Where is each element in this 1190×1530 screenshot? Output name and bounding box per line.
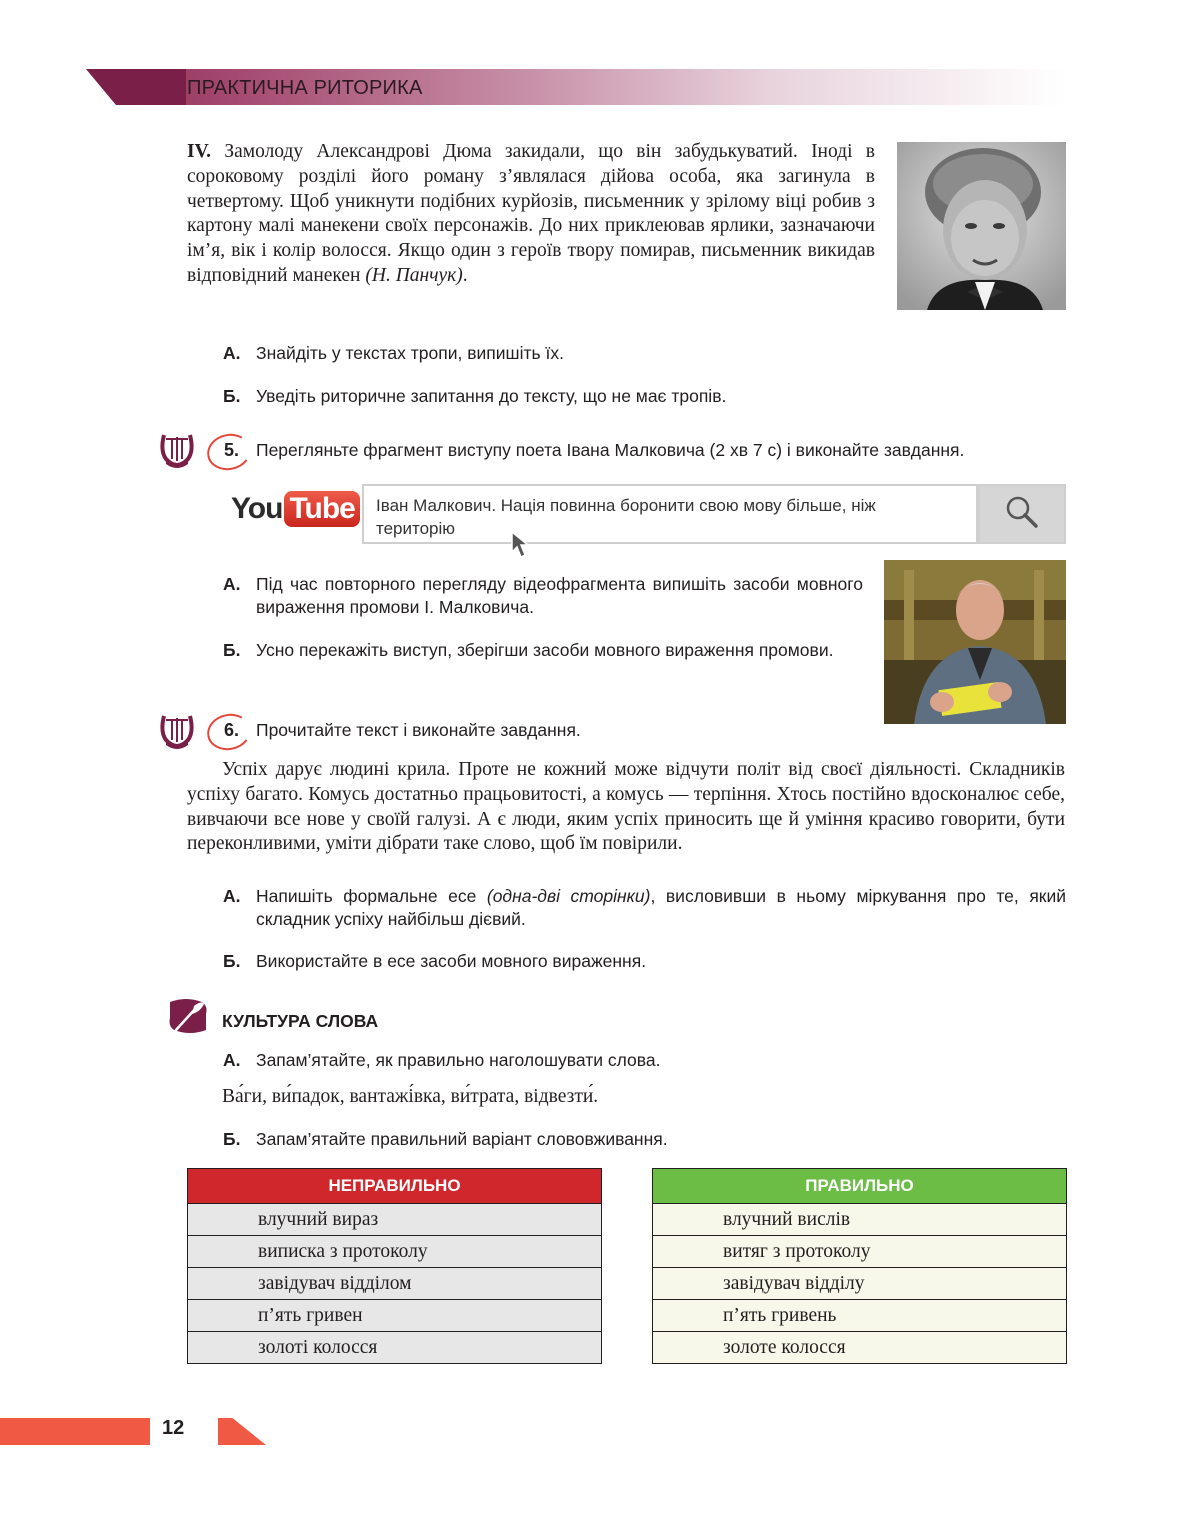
correct-cell: п’ять гривень bbox=[653, 1300, 1067, 1332]
task-letter: Б. bbox=[223, 1129, 241, 1149]
correct-cell: влучний вислів bbox=[653, 1204, 1067, 1236]
task-text: Під час повторного перегляду відеофрагмента випишіть засоби мовного вираження промови І. Малковича. bbox=[256, 574, 863, 617]
youtube-logo-tube: Tube bbox=[284, 491, 359, 527]
task-text: Знайдіть у текстах тропи, випишіть їх. bbox=[256, 343, 564, 363]
correct-usage-table bbox=[652, 1168, 1067, 1364]
incorrect-cell: виписка з протоколу bbox=[188, 1236, 602, 1268]
task-text-post: , висловивши в ньому міркування про те, який складник успіху найбільш дієвий. bbox=[256, 886, 1067, 929]
task-text: Запам’ятайте правильний варіант слововживання. bbox=[256, 1129, 668, 1149]
section-iv-body: Замолоду Александрові Дюма закидали, що він забудькуватий. Іноді в сороковому розділі його роману з’являлася дійова особа, яка загинула в четвертому. Щоб уникнути подібних курйозів, письменник у зрілому віці робив з картону малі манекени своїх персонажів. До них приклеював ярлики, зазначаючи ім’я, вік і колір волосся. Якщо один з героїв твору помирав, письменник викидав відповідний манекен bbox=[187, 141, 875, 286]
task-text: Уведіть риторичне запитання до тексту, що не має тропів. bbox=[256, 386, 727, 406]
incorrect-cell: золоті колосся bbox=[188, 1332, 602, 1364]
task-letter: А. bbox=[223, 1050, 241, 1070]
footer-bar bbox=[0, 1418, 150, 1445]
quill-scroll-icon bbox=[166, 996, 210, 1038]
task-letter: Б. bbox=[223, 640, 241, 660]
task-text: Використайте в есе засоби мовного вираження. bbox=[256, 951, 647, 971]
cursor-icon bbox=[510, 530, 538, 560]
culture-heading: КУЛЬТУРА СЛОВА bbox=[222, 1011, 379, 1031]
task-text: Запам’ятайте, як правильно наголошувати слова. bbox=[256, 1050, 661, 1070]
incorrect-cell: завідувач відділом bbox=[188, 1268, 602, 1300]
task-text-pre: Напишіть формальне есе bbox=[256, 886, 487, 906]
incorrect-cell: влучний вираз bbox=[188, 1204, 602, 1236]
section-iv-task-b bbox=[223, 385, 873, 409]
exercise-6-number: 6. bbox=[224, 720, 240, 740]
incorrect-cell: п’ять гривен bbox=[188, 1300, 602, 1332]
youtube-logo-you: You bbox=[231, 492, 283, 525]
section-iv-source: (Н. Панчук) bbox=[365, 264, 463, 286]
culture-task-a bbox=[223, 1049, 1066, 1073]
task-letter: Б. bbox=[223, 951, 241, 971]
exercise-6-instruction: Прочитайте текст і виконайте завдання. bbox=[256, 720, 581, 740]
task-text-italic: (одна-дві сторінки) bbox=[486, 886, 651, 906]
lyre-icon bbox=[158, 712, 196, 752]
exercise-5-task-b bbox=[223, 639, 863, 687]
task-letter: А. bbox=[223, 343, 241, 363]
page-header-title: ПРАКТИЧНА РИТОРИКА bbox=[187, 77, 423, 99]
section-iv-text bbox=[187, 140, 875, 289]
task-text: Усно перекажіть виступ, зберігши засоби мовного вираження промови. bbox=[256, 640, 834, 660]
youtube-search-button[interactable] bbox=[978, 484, 1066, 544]
stress-words: Ва́ги, ви́падок, вантажі́вка, ви́трата, відвезти́. bbox=[222, 1086, 599, 1107]
exercise-6-task-a bbox=[223, 885, 1066, 933]
task-letter: Б. bbox=[223, 386, 241, 406]
exercise-5-number: 5. bbox=[224, 440, 240, 460]
incorrect-header: НЕПРАВИЛЬНО bbox=[188, 1169, 602, 1204]
lyre-icon bbox=[158, 431, 196, 471]
task-letter: А. bbox=[223, 574, 241, 594]
page-number: 12 bbox=[162, 1417, 185, 1439]
section-iv-numeral: IV. bbox=[187, 141, 212, 162]
exercise-5-task-a bbox=[223, 573, 863, 621]
section-iv-end: . bbox=[462, 264, 468, 286]
exercise-5-instruction: Перегляньте фрагмент виступу поета Івана Малковича (2 хв 7 с) і виконайте завдання. bbox=[256, 440, 965, 460]
section-iv-task-a bbox=[223, 342, 873, 366]
search-icon bbox=[980, 486, 1064, 542]
exercise-6-text: Успіх дарує людині крила. Проте не кожний може відчути політ від своєї діяльності. Складників успіху багато. Комусь достатньо працьовитості, а комусь — терпіння. Хтось постійно вдосконалює себе, вивчаючи все нове у своїй галузі. А є люди, яким успіх приносить ще й уміння красиво говорити, бути переконливими, уміти дібрати таке слово, щоб їм повірили. bbox=[187, 759, 1065, 855]
youtube-search-query: Іван Малкович. Нація повинна боронити свою мову більше, ніж територію bbox=[376, 496, 876, 538]
task-letter: А. bbox=[223, 886, 241, 906]
culture-task-b bbox=[223, 1128, 1066, 1152]
incorrect-usage-table bbox=[187, 1168, 602, 1364]
malkovych-photo bbox=[884, 560, 1066, 724]
correct-cell: золоте колосся bbox=[653, 1332, 1067, 1364]
dumas-portrait bbox=[897, 142, 1066, 310]
youtube-logo bbox=[231, 491, 360, 527]
footer-arrow bbox=[218, 1418, 266, 1445]
exercise-6-task-b bbox=[223, 950, 1066, 974]
task-text bbox=[256, 885, 1066, 931]
correct-cell: завідувач відділу bbox=[653, 1268, 1067, 1300]
correct-cell: витяг з протоколу bbox=[653, 1236, 1067, 1268]
correct-header: ПРАВИЛЬНО bbox=[653, 1169, 1067, 1204]
